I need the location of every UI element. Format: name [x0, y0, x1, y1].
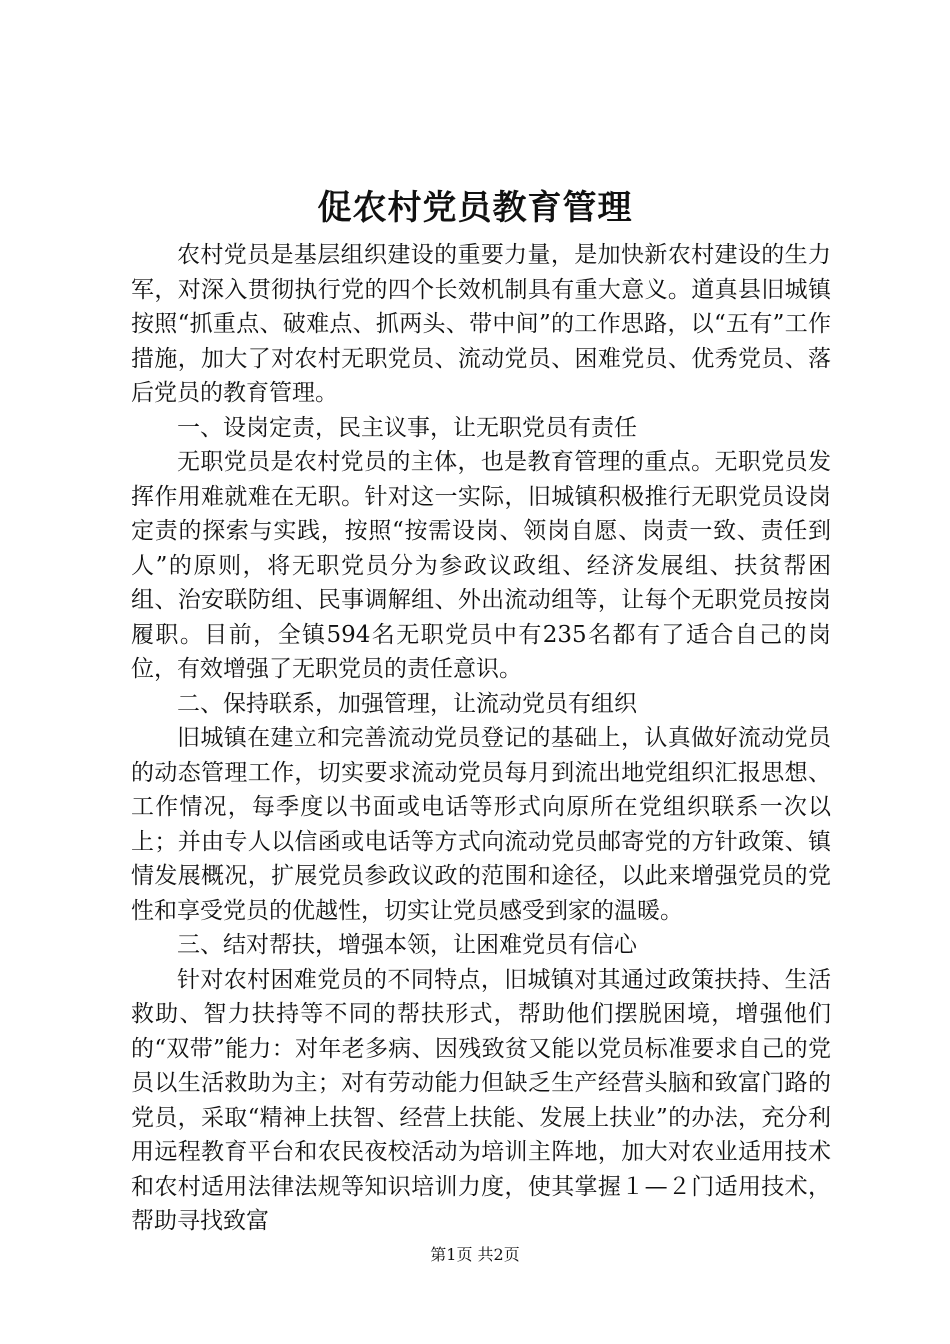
section-3-heading: 三、结对帮扶，增强本领，让困难党员有信心 [177, 932, 637, 958]
section-2-paragraph: 旧城镇在建立和完善流动党员登记的基础上，认真做好流动党员的动态管理工作，切实要求流动党员每月到流出地党组织汇报思想、工作情况，每季度以书面或电话等形式向原所在党组织联系一次以上；并由专人以信函或电话等方式向流动党员邮寄党的方针政策、镇情发展概况，扩展党员参政议政的范围和途径，以此来增强党员的党性和享受党员的优越性，切实让党员感受到家的温暖。 [131, 725, 831, 924]
section-1-paragraph: 无职党员是农村党员的主体，也是教育管理的重点。无职党员发挥作用难就难在无职。针对这一实际，旧城镇积极推行无职党员设岗定责的探索与实践，按照“按需设岗、领岗自愿、岗责一致、责任到人”的原则，将无职党员分为参政议政组、经济发展组、扶贫帮困组、治安联防组、民事调解组、外出流动组等，让每个无职党员按岗履职。目前，全镇594名无职党员中有235名都有了适合自己的岗位，有效增强了无职党员的责任意识。 [131, 449, 831, 682]
section-3-paragraph: 针对农村困难党员的不同特点，旧城镇对其通过政策扶持、生活救助、智力扶持等不同的帮扶形式，帮助他们摆脱困境，增强他们的“双带”能力：对年老多病、因残致贫又能以党员标准要求自己的党员以生活救助为主；对有劳动能力但缺乏生产经营头脑和致富门路的党员，采取“精神上扶智、经营上扶能、发展上扶业”的办法，充分利用远程教育平台和农民夜校活动为培训主阵地，加大对农业适用技术和农村适用法律法规等知识培训力度，使其掌握１—２门适用技术，帮助寻找致富 [131, 966, 831, 1234]
page-number-footer: 第1页 共2页 [430, 1245, 520, 1264]
section-1-heading: 一、设岗定责，民主议事，让无职党员有责任 [177, 414, 637, 441]
page-title: 促农村党员教育管理 [317, 188, 633, 228]
section-2-heading: 二、保持联系，加强管理，让流动党员有组织 [177, 690, 637, 717]
document-body [131, 238, 831, 1239]
intro-paragraph: 农村党员是基层组织建设的重要力量，是加快新农村建设的生力军，对深入贯彻执行党的四个长效机制具有重大意义。道真县旧城镇按照“抓重点、破难点、抓两头、带中间”的工作思路，以“五有”工作措施，加大了对农村无职党员、流动党员、困难党员、优秀党员、落后党员的教育管理。 [131, 242, 831, 406]
